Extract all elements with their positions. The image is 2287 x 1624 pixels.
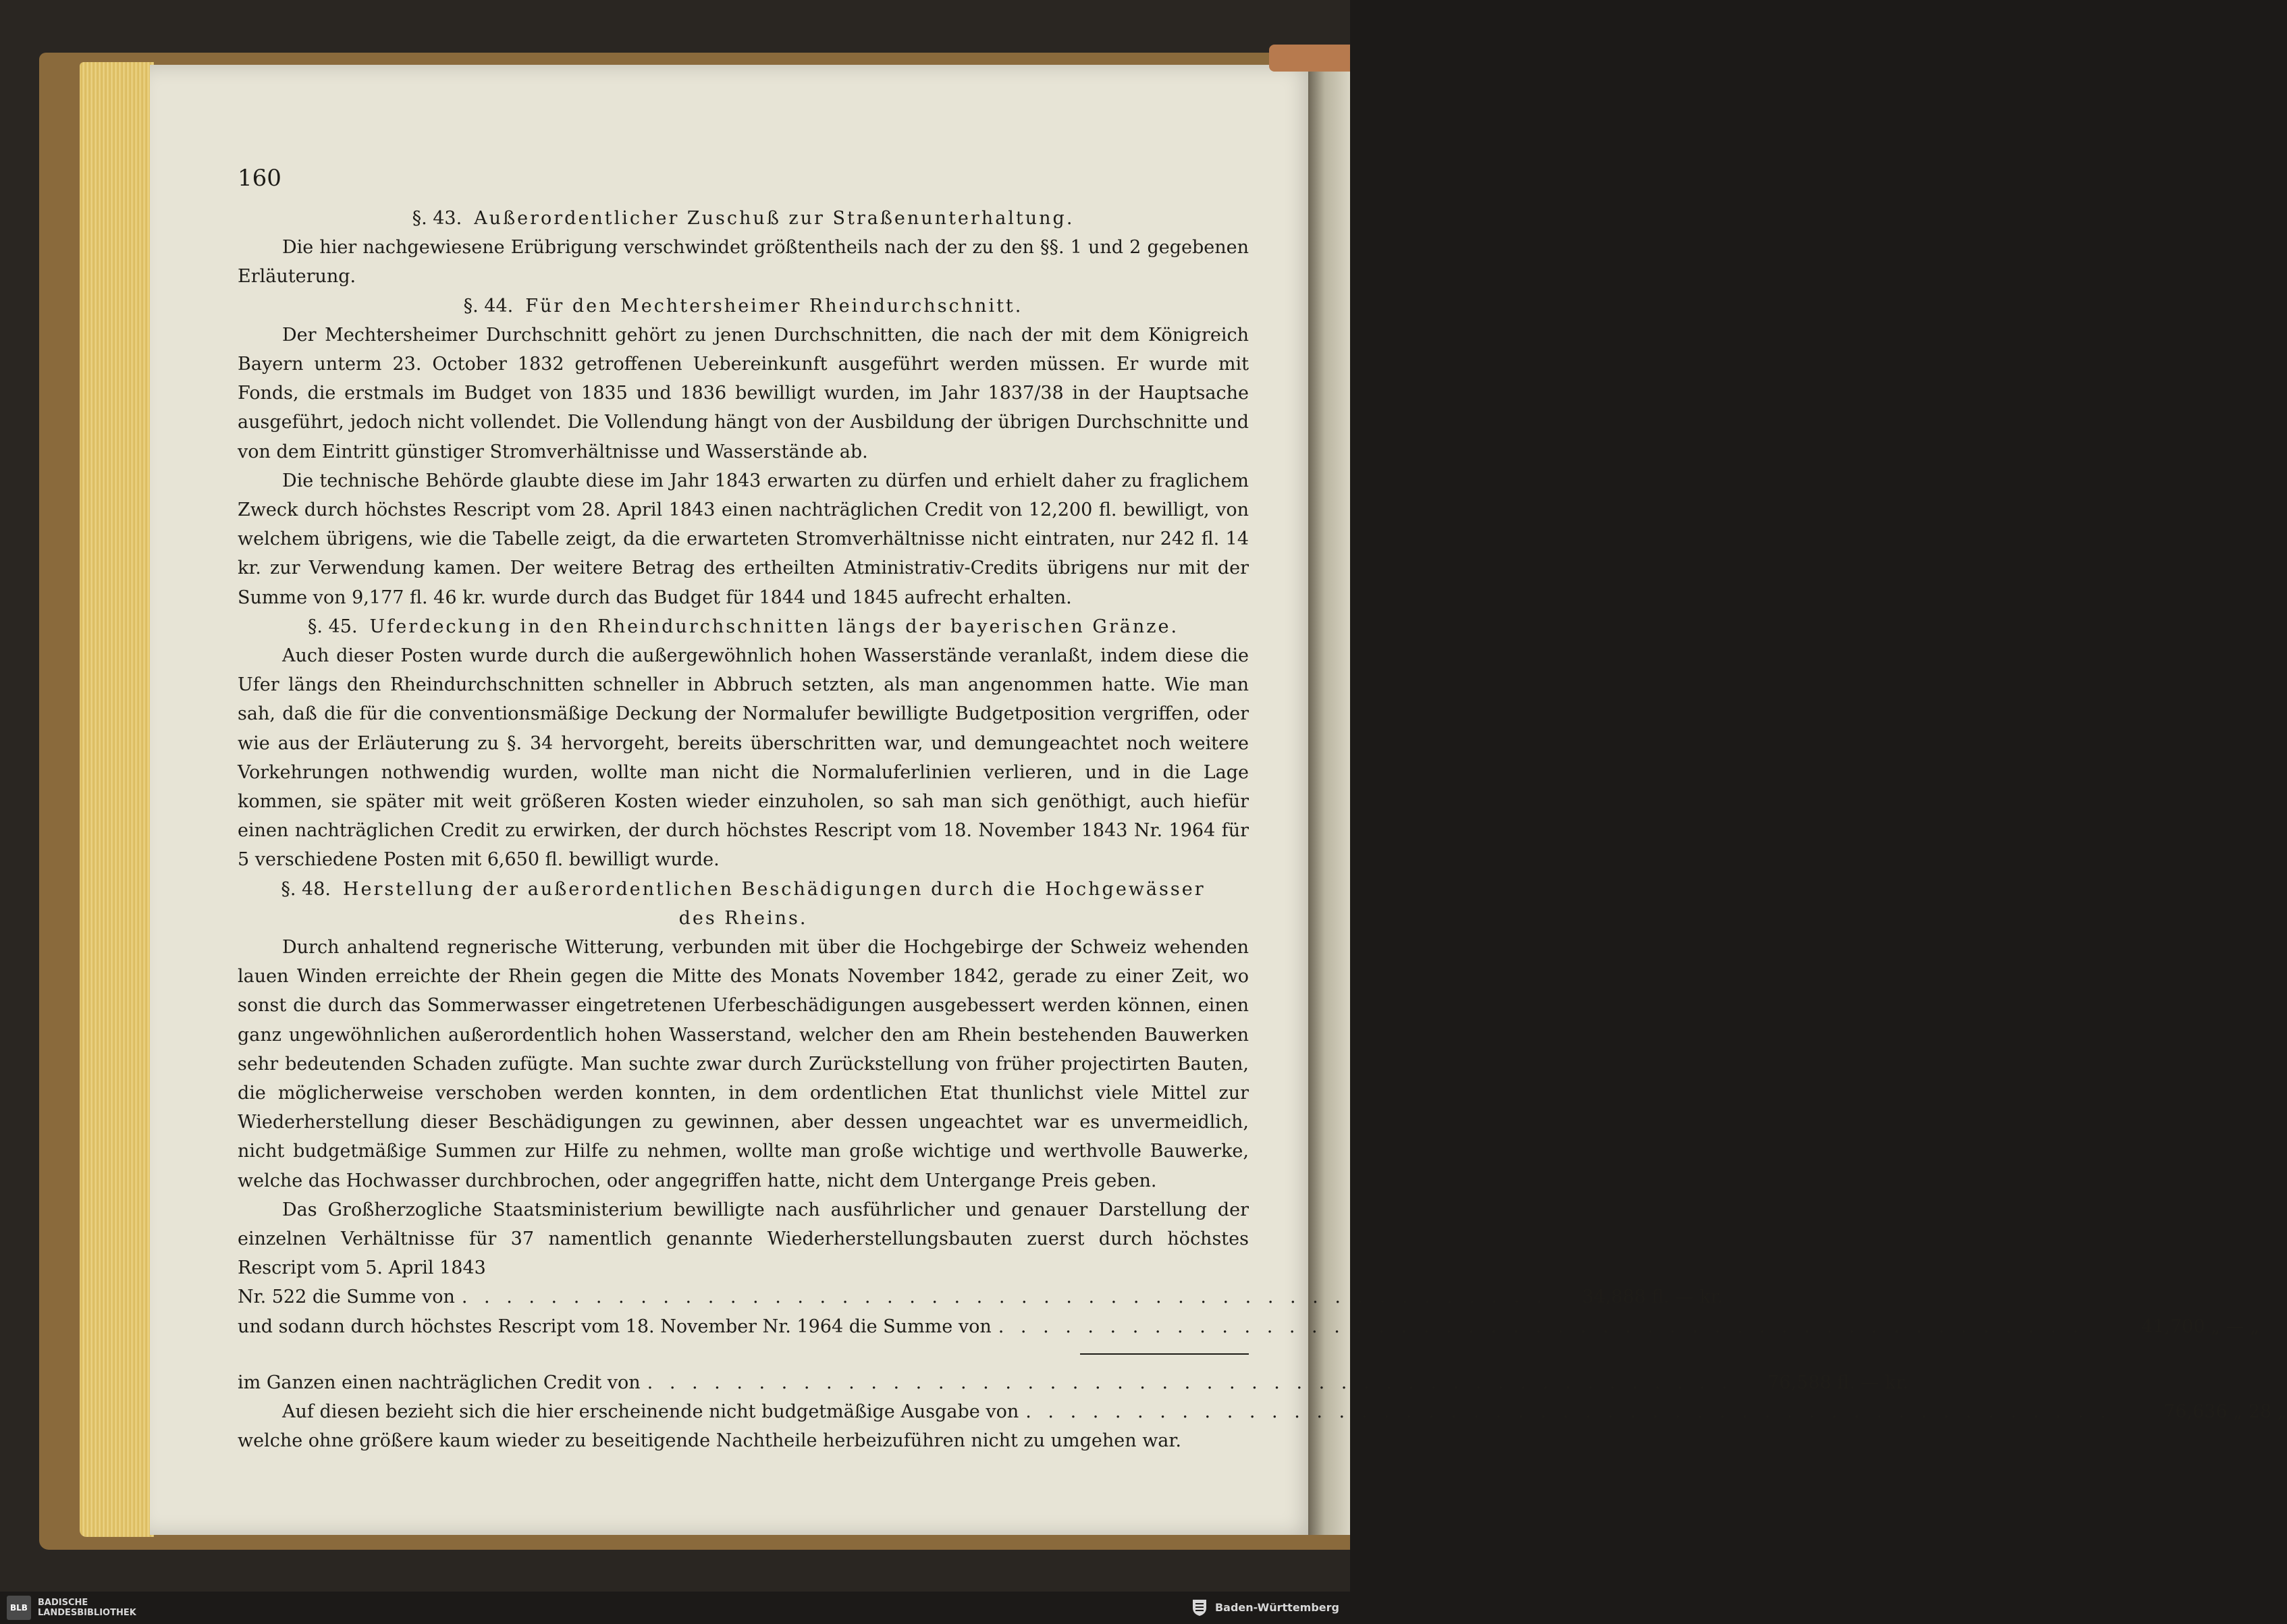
partner-logo[interactable] bbox=[1189, 1597, 1339, 1617]
blb-logo-icon[interactable]: BLB bbox=[7, 1596, 31, 1620]
dot-leader: . . . . . . . . . . . . . . . . . . . . . . . . . . . . . . . . . . . . . . . . . . . . . . . . . bbox=[647, 1372, 1733, 1393]
paragraph: Die hier nachgewiesene Erübrigung verschwindet größtentheils nach der zu den §§. 1 und 2 gegebenen Erläuterung. bbox=[238, 237, 1249, 288]
expense-label: Auf diesen bezieht sich die hier erscheinende nicht budgetmäßige Ausgabe von bbox=[282, 1401, 1019, 1422]
section-number: §. 44. bbox=[463, 295, 514, 317]
section-title: Außerordentlicher Zuschuß zur Straßenunterhaltung. bbox=[474, 208, 1075, 229]
amount-label: Nr. 522 die Summe von bbox=[238, 1287, 455, 1308]
page-edges bbox=[80, 62, 154, 1537]
section-number: §. 43. bbox=[412, 208, 462, 229]
section-title: Für den Mechtersheimer Rheindurchschnitt. bbox=[525, 295, 1023, 317]
amount-row bbox=[238, 1312, 2260, 1341]
amount-row bbox=[238, 1282, 1723, 1311]
section-48-heading bbox=[238, 875, 1249, 904]
paragraph: Der Mechtersheimer Durchschnitt gehört zu jenen Durchschnitten, die nach der mit dem Königreich Bayern unterm 23. October 1832 getroffenen Uebereinkunft ausgeführt werden müssen. Er wurde mit Fonds, die erstmals im Budget von 1835 und 1836 bewilligt wurden, im Jahr 1837/38 in der Hauptsache ausgeführt, jedoch nicht vollendet. Die Vollendung hängt von der Ausbildung der übrigen Durchschnitte und von dem Eintritt günstiger Stromverhältnisse und Wasserstände ab. bbox=[238, 324, 1249, 462]
amount-value: 34,888 fl. — kr. bbox=[1582, 1287, 1723, 1308]
partner-name: Baden-Württemberg bbox=[1214, 1600, 1339, 1614]
section-45-heading bbox=[238, 612, 1249, 641]
paragraph: Das Großherzogliche Staatsministerium bewilligte nach ausführlicher und genauer Darstellung der einzelnen Verhältnisse für 37 namentlich genannte Wiederherstellungsbauten zuerst durch höchstes Rescript vom 5. April 1843 bbox=[238, 1199, 1249, 1279]
amount-value: 41,700 „ — „ bbox=[2141, 1316, 2260, 1337]
paragraph: Auch dieser Posten wurde durch die außergewöhnlich hohen Wasserstände veranlaßt, indem diese die Ufer längs den Rheindurchschnitten schneller in Abbruch setzten, als man angenommen hatte. Wie man sah, daß die für die conventionsmäßige Deckung der Normalufer bewilligte Budgetposition vergriffen, oder wie aus der Erläuterung zu §. 34 hervorgeht, bereits überschritten war, und demungeachtet noch weitere Vorkehrungen nothwendig wurden, wollte man nicht die Normaluferlinien verlieren, und in die Lage kommen, sie später mit weit größeren Kosten wieder einzuholen, so sah man sich genöthigt, auch hiefür einen nachträglichen Credit zu erwirken, der durch höchstes Rescript vom 18. November 1843 Nr. 1964 für 5 verschiedene Posten mit 6,650 fl. bewilligt wurde. bbox=[238, 645, 1249, 871]
viewer-footer bbox=[0, 1592, 1350, 1624]
section-title: Uferdeckung in den Rheindurchschnitten längs der bayerischen Gränze. bbox=[369, 616, 1179, 637]
section-number: §. 45. bbox=[307, 616, 358, 637]
section-title: Herstellung der außerordentlichen Beschädigungen durch die Hochgewässer bbox=[342, 878, 1206, 900]
page-text bbox=[238, 162, 2287, 1455]
library-name[interactable] bbox=[38, 1598, 136, 1618]
library-name-line1: BADISCHE bbox=[38, 1598, 88, 1608]
dot-leader: . . . . . . . . . . . . . . . . . . . . . . . . . . . . . . . . . . . . . . . . . . . . . . . . . bbox=[461, 1287, 1548, 1308]
paragraph: Durch anhaltend regnerische Witterung, verbunden mit über die Hochgebirge der Schweiz wehenden lauen Winden erreichte der Rhein gegen die Mitte des Monats November 1842, gerade zu einer Zeit, wo sonst die durch das Sommerwasser eingetretenen Uferbeschädigungen ausgebessert werden können, einen ganz ungewöhnlichen außerordentlich hohen Wasserstand, welcher den am Rhein bestehenden Bauwerken sehr bedeutenden Schaden zufügte. Man suchte zwar durch Zurückstellung von früher projectirten Bauten, die möglicherweise verschoben werden konnten, in dem ordentlichen Etat thunlichst viele Mittel zur Wiederherstellung dieser Beschädigungen zu gewinnen, aber dessen ungeachtet war es unvermeidlich, nicht budgetmäßige Summen zur Hilfe zu nehmen, wollte man große wichtige und werthvolle Bauwerke, welche das Hochwasser durchbrochen, oder angegriffen hatte, nicht dem Untergange Preis geben. bbox=[238, 937, 1249, 1191]
section-number: §. 48. bbox=[281, 878, 331, 900]
coat-of-arms-icon bbox=[1189, 1597, 1210, 1617]
section-43-heading bbox=[238, 204, 1249, 233]
total-value: 76,588 fl. — kr. bbox=[1767, 1372, 1909, 1393]
amount-label: und sodann durch höchstes Rescript vom 18. November Nr. 1964 die Summe von bbox=[238, 1316, 992, 1337]
page-number: 160 bbox=[238, 165, 281, 192]
paragraph: Die technische Behörde glaubte diese im Jahr 1843 erwarten zu dürfen und erhielt daher zu fraglichem Zweck durch höchstes Rescript vom 28. April 1843 einen nachträglichen Credit von 12,200 fl. bewilligt, von welchem übrigens, wie die Tabelle zeigt, da die erwarteten Stromverhältnisse nicht eintraten, nur 242 fl. 14 kr. zur Verwendung kamen. Der weitere Betrag des ertheilten Atministrativ-Credits übrigens nur mit der Summe von 9,177 fl. 46 kr. wurde durch das Budget für 1844 und 1845 aufrecht erhalten. bbox=[238, 470, 1249, 608]
total-row bbox=[238, 1368, 1909, 1397]
library-name-line2: LANDESBIBLIOTHEK bbox=[38, 1608, 136, 1618]
expense-value: 76,636 „ 28 „ bbox=[2163, 1401, 2287, 1422]
sum-rule bbox=[1080, 1353, 1249, 1368]
expense-row bbox=[238, 1397, 2287, 1426]
closing-line: welche ohne größere kaum wieder zu beseitigende Nachtheile herbeizuführen nicht zu umgehen war. bbox=[238, 1430, 1181, 1452]
section-44-heading bbox=[238, 292, 1249, 321]
total-label: im Ganzen einen nachträglichen Credit von bbox=[238, 1372, 641, 1393]
dot-leader: . . . . . . . . . . . . . . . . . . . . . . . . . . . . . . . . . . . . . . . . . . . . . . . . . bbox=[1025, 1401, 2111, 1422]
section-48-heading-continued: des Rheins. bbox=[678, 907, 808, 929]
spine-tab bbox=[1269, 45, 1350, 72]
dot-leader: . . . . . . . . . . . . . . . . . . . . . . . . . . . . . . . . . . . . . . . . . . . . . . . . . bbox=[998, 1316, 2084, 1337]
